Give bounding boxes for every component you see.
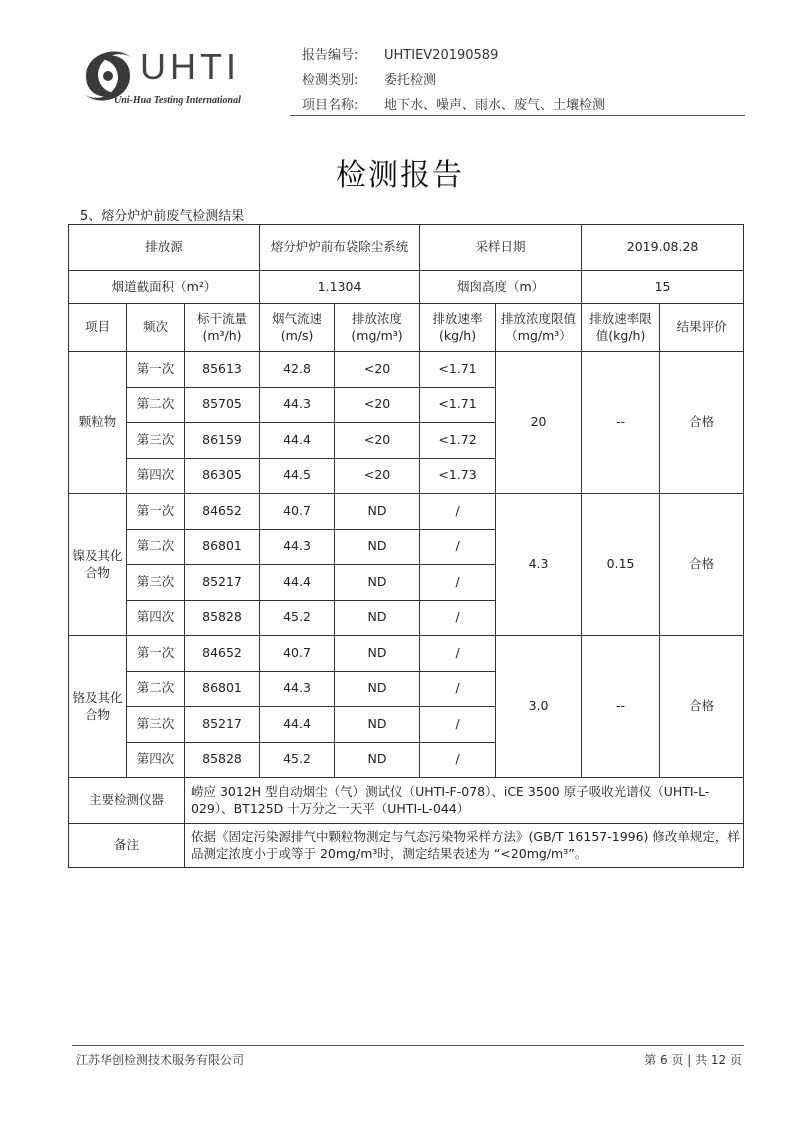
frequency-cell: 第二次: [127, 671, 185, 707]
flow-cell: 85217: [185, 565, 260, 601]
concentration-cell: ND: [335, 707, 420, 743]
velocity-cell: 42.8: [260, 352, 335, 388]
height-value: 15: [582, 271, 744, 304]
source-value: 熔分炉炉前布袋除尘系统: [260, 225, 420, 271]
footer-page: 第 6 页 | 共 12 页: [644, 1053, 742, 1067]
velocity-cell: 40.7: [260, 494, 335, 530]
rate-cell: /: [420, 600, 496, 636]
concentration-cell: ND: [335, 494, 420, 530]
velocity-cell: 40.7: [260, 636, 335, 672]
concentration-limit: 20: [496, 352, 582, 494]
flow-cell: 85828: [185, 742, 260, 778]
header-divider: [290, 115, 745, 116]
table-row: [69, 352, 744, 388]
rate-limit: --: [582, 352, 660, 494]
rate-cell: /: [420, 494, 496, 530]
frequency-cell: 第二次: [127, 529, 185, 565]
flow-cell: 84652: [185, 494, 260, 530]
concentration-cell: <20: [335, 352, 420, 388]
section-heading: 5、熔分炉炉前废气检测结果: [80, 209, 245, 224]
frequency-cell: 第四次: [127, 742, 185, 778]
result-evaluation: 合格: [660, 352, 744, 494]
rate-cell: <1.72: [420, 423, 496, 459]
col-header: 排放浓度 (mg/m³): [335, 304, 420, 352]
concentration-cell: <20: [335, 423, 420, 459]
page-title: 检测报告: [336, 158, 464, 193]
flow-cell: 85217: [185, 707, 260, 743]
instruments-text: 崂应 3012H 型自动烟尘（气）测试仪（UHTI-F-078）、iCE 3500 原子吸收光谱仪（UHTI-L-029）、BT125D 十万分之一天平（UHTI-L-044）: [185, 778, 744, 824]
table-row: [69, 494, 744, 530]
concentration-cell: ND: [335, 565, 420, 601]
velocity-cell: 44.3: [260, 387, 335, 423]
column-header-row: [69, 304, 744, 352]
date-label: 采样日期: [420, 225, 582, 271]
col-header: 标干流量 (m³/h): [185, 304, 260, 352]
rate-cell: /: [420, 707, 496, 743]
col-header: 排放速率 (kg/h): [420, 304, 496, 352]
logo-wordmark: UHTI: [140, 46, 240, 87]
concentration-cell: ND: [335, 671, 420, 707]
frequency-cell: 第三次: [127, 565, 185, 601]
concentration-limit: 4.3: [496, 494, 582, 636]
frequency-cell: 第四次: [127, 600, 185, 636]
logo-subtitle: Uni-Hua Testing International: [114, 95, 241, 106]
remarks-text: 依据《固定污染源排气中颗粒物测定与气态污染物采样方法》(GB/T 16157-1996) 修改单规定，样品测定浓度小于或等于 20mg/m³时，测定结果表述为 “<20mg/m³”。: [185, 824, 744, 868]
frequency-cell: 第三次: [127, 707, 185, 743]
pollutant-name: 颗粒物: [69, 352, 127, 494]
flow-cell: 84652: [185, 636, 260, 672]
velocity-cell: 44.3: [260, 671, 335, 707]
rate-limit: --: [582, 636, 660, 778]
height-label: 烟囱高度（m）: [420, 271, 582, 304]
flow-cell: 86159: [185, 423, 260, 459]
report-number: 报告编号: UHTIEV20190589: [302, 48, 499, 63]
concentration-cell: ND: [335, 636, 420, 672]
rate-cell: /: [420, 636, 496, 672]
concentration-cell: <20: [335, 458, 420, 494]
velocity-cell: 44.4: [260, 565, 335, 601]
col-header: 排放速率限值(kg/h): [582, 304, 660, 352]
pollutant-name: 镍及其化合物: [69, 494, 127, 636]
rate-cell: <1.73: [420, 458, 496, 494]
instruments-label: 主要检测仪器: [69, 778, 185, 824]
project-name: 项目名称: 地下水、噪声、雨水、废气、土壤检测: [302, 98, 606, 113]
rate-cell: <1.71: [420, 352, 496, 388]
frequency-cell: 第一次: [127, 636, 185, 672]
rate-limit: 0.15: [582, 494, 660, 636]
col-header: 结果评价: [660, 304, 744, 352]
concentration-limit: 3.0: [496, 636, 582, 778]
source-label: 排放源: [69, 225, 260, 271]
col-header: 频次: [127, 304, 185, 352]
flow-cell: 86801: [185, 529, 260, 565]
frequency-cell: 第一次: [127, 494, 185, 530]
flow-cell: 86305: [185, 458, 260, 494]
results-table: [68, 224, 744, 868]
rate-cell: /: [420, 565, 496, 601]
test-category: 检测类别: 委托检测: [302, 73, 437, 88]
velocity-cell: 44.5: [260, 458, 335, 494]
rate-cell: /: [420, 742, 496, 778]
col-header: 排放浓度限值（mg/m³）: [496, 304, 582, 352]
velocity-cell: 44.4: [260, 707, 335, 743]
area-label: 烟道截面积（m²）: [69, 271, 260, 304]
flow-cell: 86801: [185, 671, 260, 707]
remarks-label: 备注: [69, 824, 185, 868]
table-row: [69, 636, 744, 672]
frequency-cell: 第二次: [127, 387, 185, 423]
result-evaluation: 合格: [660, 494, 744, 636]
rate-cell: /: [420, 671, 496, 707]
date-value: 2019.08.28: [582, 225, 744, 271]
concentration-cell: <20: [335, 387, 420, 423]
concentration-cell: ND: [335, 600, 420, 636]
velocity-cell: 45.2: [260, 742, 335, 778]
flow-cell: 85828: [185, 600, 260, 636]
col-header: 项目: [69, 304, 127, 352]
velocity-cell: 45.2: [260, 600, 335, 636]
frequency-cell: 第三次: [127, 423, 185, 459]
flow-cell: 85705: [185, 387, 260, 423]
footer-divider: [72, 1045, 744, 1046]
area-value: 1.1304: [260, 271, 420, 304]
rate-cell: <1.71: [420, 387, 496, 423]
rate-cell: /: [420, 529, 496, 565]
col-header: 烟气流速 (m/s): [260, 304, 335, 352]
frequency-cell: 第一次: [127, 352, 185, 388]
concentration-cell: ND: [335, 529, 420, 565]
flow-cell: 85613: [185, 352, 260, 388]
concentration-cell: ND: [335, 742, 420, 778]
result-evaluation: 合格: [660, 636, 744, 778]
velocity-cell: 44.3: [260, 529, 335, 565]
velocity-cell: 44.4: [260, 423, 335, 459]
frequency-cell: 第四次: [127, 458, 185, 494]
footer-company: 江苏华创检测技术服务有限公司: [76, 1053, 245, 1067]
pollutant-name: 铬及其化合物: [69, 636, 127, 778]
